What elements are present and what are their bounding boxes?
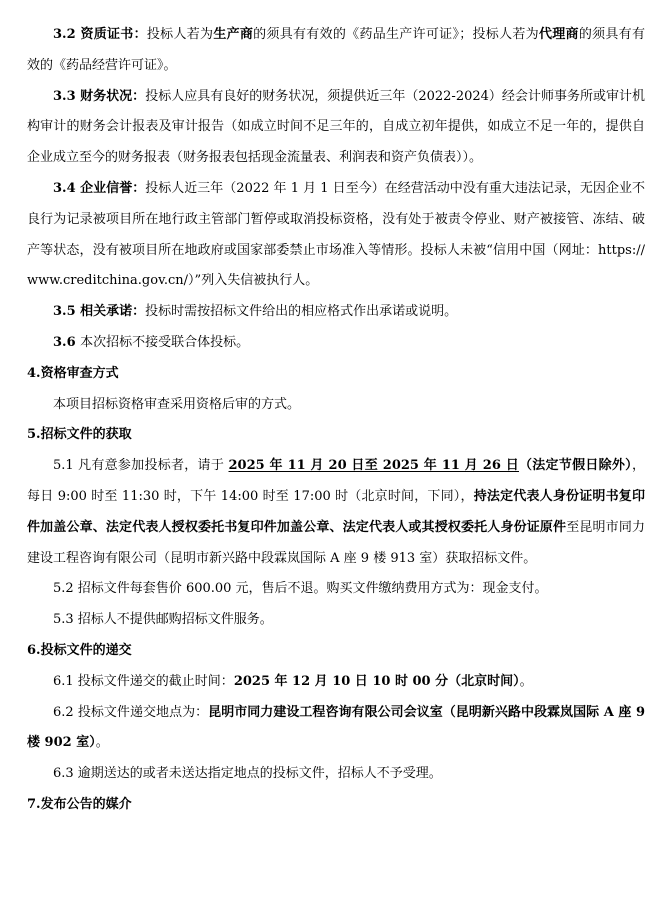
submission-deadline: 2025 年 12 月 10 日 10 时 00 分（北京时间） — [233, 673, 520, 689]
submission-location: 昆明市同力建设工程咨询有限公司会议室（昆明新兴路中段霖岚国际 A 座 9 楼 902 室） — [27, 704, 645, 751]
body-text: 投标时需按招标文件给出的相应格式作出承诺或说明。 — [145, 304, 458, 320]
holiday-note: （法定节假日除外） — [518, 458, 632, 474]
section-4-body: 本项目招标资格审查采用资格后审的方式。 — [53, 396, 301, 412]
section-number: 3.4 — [53, 180, 81, 196]
section-5-1-obtain-time-place — [27, 451, 645, 574]
body-text: 投标人近三年（2022 年 1 月 1 日至今）在经营活动中没有重大违法记录，无因企业不良行为记录被项目所在地行政主管部门暂停或取消投标资格，没有处于被责令停业、财产被接管、冻结、破产等状态，没有被项目所在地政府或国家部委禁止市场准入等情形。投标人未被“信用中国（网址：https://www.creditchina.gov.cn/）”列入失信被执行人。 — [27, 180, 645, 289]
section-5-2-price: 5.2 招标文件每套售价 600.00 元，售后不退。购买文件缴纳费用方式为：现金支付。 — [53, 581, 548, 597]
heading-4-qualification-review: 4.资格审查方式 — [27, 365, 119, 381]
body-text: 的须具有有效的《药品生产许可证》；投标人若为 — [253, 27, 539, 42]
section-label: 资质证书： — [80, 27, 147, 42]
body-text: 。 — [95, 735, 109, 751]
section-3-2-qualification-certificate — [27, 20, 645, 82]
section-3-6-no-consortium — [27, 328, 645, 359]
body-text: 的须具有有效的《药品经营许可证》。 — [27, 27, 645, 73]
body-text: 投标人若为 — [146, 27, 214, 42]
heading-6-bid-submission: 6.投标文件的递交 — [27, 642, 132, 658]
heading-5-obtain-documents: 5.招标文件的获取 — [27, 427, 132, 443]
body-text: 本次招标不接受联合体投标。 — [80, 334, 250, 350]
section-number: 3.6 — [53, 334, 81, 350]
section-6-2-location — [27, 698, 645, 760]
section-3-4-credit — [27, 174, 645, 297]
section-label: 企业信誉： — [80, 180, 146, 196]
required-documents: 持法定代表人身份证明书复印件加盖公章、法定代表人授权委托书复印件加盖公章、法定代表人或其授权委托人身份证原件 — [27, 488, 645, 535]
section-3-3-financial-status — [27, 82, 645, 174]
section-6-1-deadline — [27, 667, 645, 698]
section-label: 财务状况： — [80, 88, 146, 104]
body-text: 至昆明市同力建设工程咨询有限公司（昆明市新兴路中段霖岚国际 A 座 9 楼 913 室）获取招标文件。 — [27, 519, 645, 566]
body-text: 5.1 凡有意参加投标者，请于 — [53, 458, 229, 474]
section-5-3-no-mail: 5.3 招标人不提供邮购招标文件服务。 — [53, 612, 273, 628]
section-number: 3.2 — [53, 27, 81, 42]
section-number: 3.3 — [53, 88, 81, 104]
body-text: 。 — [519, 673, 533, 689]
heading-7-publication-media: 7.发布公告的媒介 — [27, 796, 132, 812]
obtain-date-range: 2025 年 11 月 20 日至 2025 年 11 月 26 日 — [228, 458, 519, 474]
emphasis-manufacturer: 生产商 — [213, 27, 254, 42]
emphasis-agent: 代理商 — [538, 27, 579, 42]
body-text: ，每日 9:00 时至 11:30 时，下午 14:00 时至 17:00 时（北京时间，下同）， — [27, 458, 645, 504]
body-text: 6.2 投标文件递交地点为： — [53, 704, 209, 720]
section-3-5-commitment — [27, 297, 645, 328]
body-text: 6.1 投标文件递交的截止时间： — [53, 673, 234, 689]
section-label: 相关承诺： — [80, 304, 146, 320]
body-text: 投标人应具有良好的财务状况，须提供近三年（2022-2024）经会计师事务所或审计机构审计的财务会计报表及审计报告（如成立时间不足三年的，自成立初年提供，如成立不足一年的，提供自企业成立至今的财务报表（财务报表包括现金流量表、利润表和资产负债表））。 — [27, 88, 645, 166]
section-6-3-late-submission: 6.3 逾期送达的或者未送达指定地点的投标文件，招标人不予受理。 — [53, 766, 442, 782]
section-number: 3.5 — [53, 304, 81, 320]
